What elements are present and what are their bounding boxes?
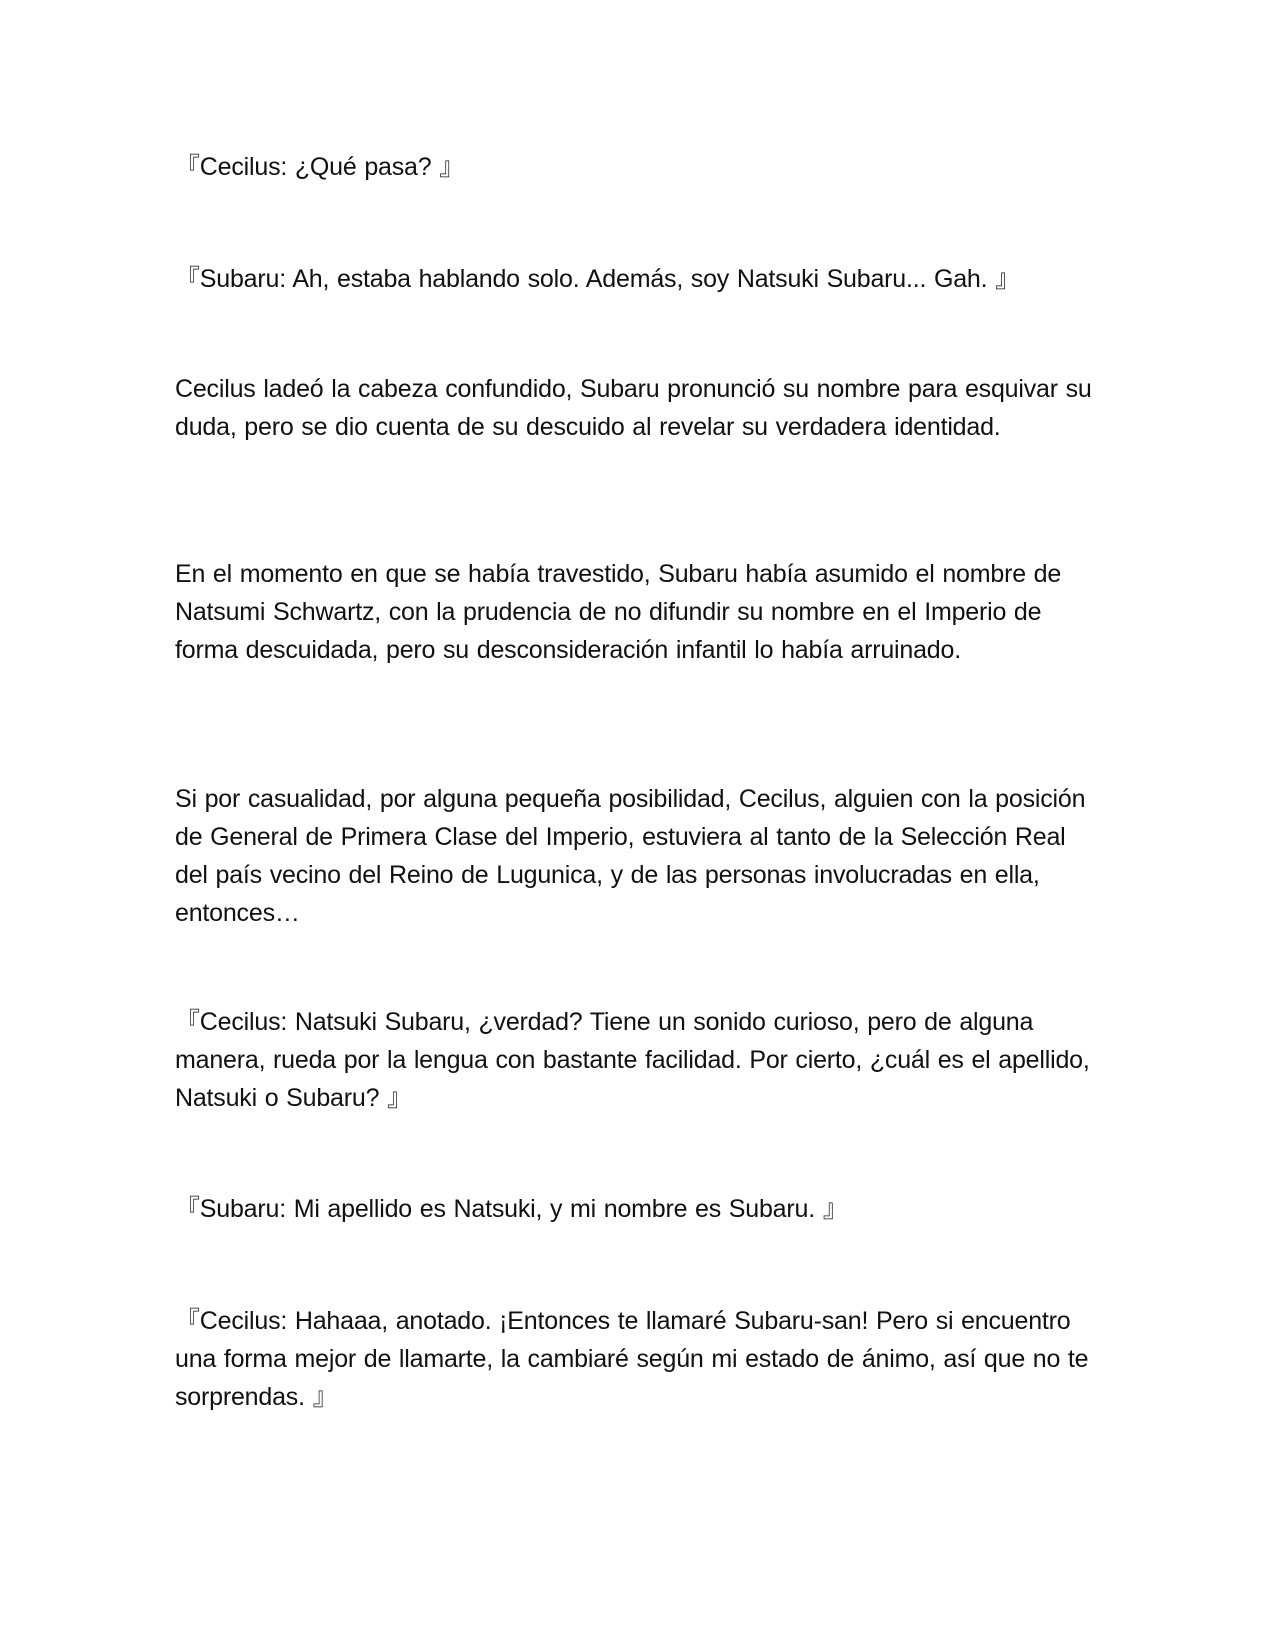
dialogue-cecilus-subaru-san: 『Cecilus: Hahaaa, anotado. ¡Entonces te llamaré Subaru-san! Pero si encuentro una forma mejor de llamarte, la cambiaré según mi estado de ánimo, así que no te sorprendas. 』: [175, 1307, 1089, 1411]
narration-paragraph-natsumi: En el momento en que se había travestido, Subaru había asumido el nombre de Natsumi Schwartz, con la prudencia de no difundir su nombre en el Imperio de forma descuidada, pero su desconsideración infantil lo había arruinado.: [175, 560, 1062, 664]
dialogue-subaru-apellido: 『Subaru: Mi apellido es Natsuki, y mi nombre es Subaru. 』: [175, 1195, 848, 1223]
dialogue-cecilus-que-pasa: 『Cecilus: ¿Qué pasa? 』: [175, 153, 464, 181]
dialogue-cecilus-apellido: 『Cecilus: Natsuki Subaru, ¿verdad? Tiene un sonido curioso, pero de alguna manera, rueda por la lengua con bastante facilidad. Por cierto, ¿cuál es el apellido, Natsuki o Subaru? 』: [175, 1008, 1090, 1112]
narration-paragraph-identity: Cecilus ladeó la cabeza confundido, Subaru pronunció su nombre para esquivar su duda, pero se dio cuenta de su descuido al revelar su verdadera identidad.: [175, 375, 1092, 441]
dialogue-subaru-hablando-solo: 『Subaru: Ah, estaba hablando solo. Además, soy Natsuki Subaru... Gah. 』: [175, 265, 1020, 293]
narration-paragraph-seleccion-real: Si por casualidad, por alguna pequeña posibilidad, Cecilus, alguien con la posición de General de Primera Clase del Imperio, estuviera al tanto de la Selección Real del país vecino del Reino de Lugunica, y de las personas involucradas en ella, entonces…: [175, 785, 1086, 927]
